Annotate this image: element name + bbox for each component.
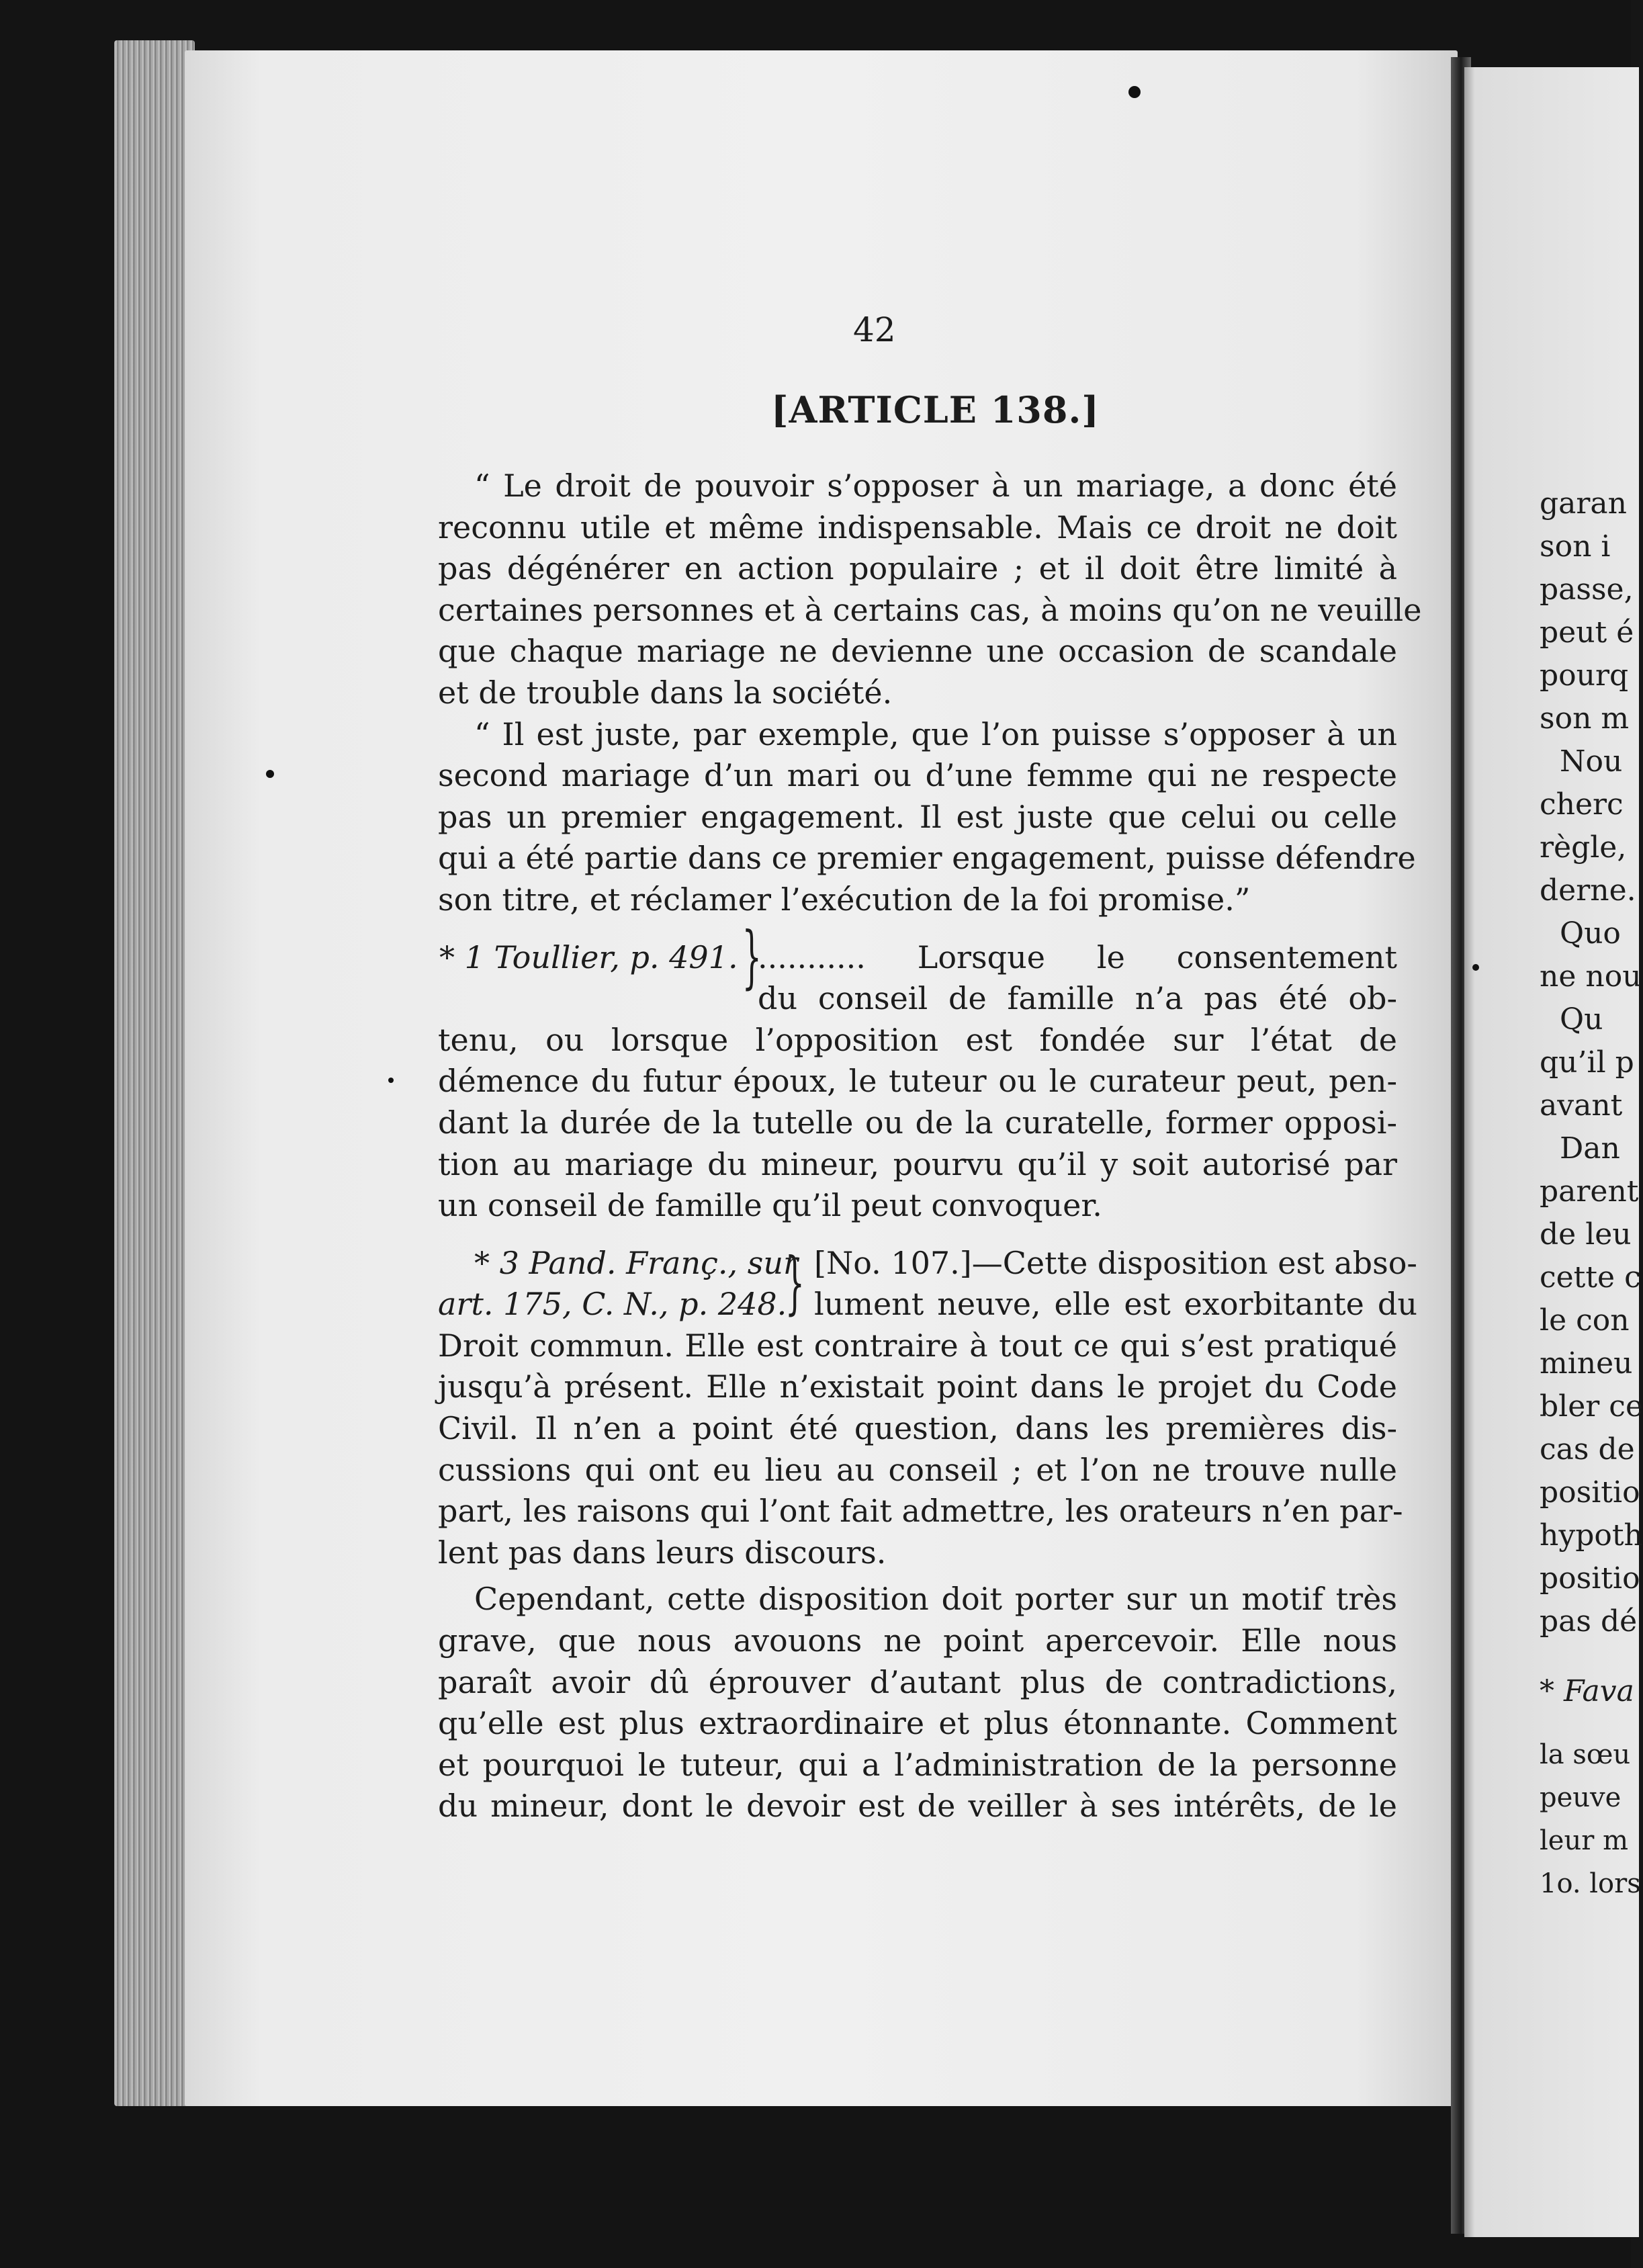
text-line: dant la durée de la tutelle ou de la curatelle, former opposi-	[438, 1104, 1397, 1141]
text-line: certaines personnes et à certains cas, à moins qu’on ne veuille	[438, 591, 1422, 628]
text-line: [No. 107.]—Cette disposition est abso-	[814, 1244, 1417, 1281]
text-fragment: garan	[1540, 486, 1628, 521]
brace-glyph: }	[742, 916, 762, 996]
text-line: qu’elle est plus extraordinaire et plus étonnante. Comment	[438, 1705, 1397, 1742]
ink-speck	[266, 770, 274, 778]
footnote-2-header	[438, 1242, 1417, 1325]
text-line: du mineur, dont le devoir est de veiller à ses intérêts, de le	[438, 1788, 1397, 1825]
text-fragment: Dan	[1560, 1131, 1620, 1166]
paragraph-3	[438, 1579, 1397, 1827]
footnote-1-reference	[438, 916, 762, 1020]
paragraph-1	[438, 466, 1422, 714]
text-line: que chaque mariage ne devienne une occasion de scandale	[438, 633, 1397, 670]
text-line: Civil. Il n’en a point été question, dans les premières dis-	[438, 1410, 1397, 1447]
footnote-1-header	[438, 916, 1397, 1020]
text-line: et pourquoi le tuteur, qui a l’administration de la personne	[438, 1746, 1397, 1783]
text-line: un conseil de famille qu’il peut convoquer.	[438, 1187, 1102, 1224]
text-fragment: bler ce	[1540, 1389, 1643, 1424]
text-fragment: peuve	[1540, 1782, 1622, 1813]
text-fragment: la sœu	[1540, 1739, 1631, 1770]
text-line: et de trouble dans la société.	[438, 674, 893, 711]
footnote-2-reference	[438, 1243, 814, 1325]
text-fragment: Quo	[1560, 916, 1621, 951]
text-line: tion au mariage du mineur, pourvu qu’il y soit autorisé par	[438, 1145, 1397, 1182]
text-line: reconnu utile et même indispensable. Mais ce droit ne doit	[438, 509, 1397, 546]
footnote-2	[438, 1242, 1417, 1574]
footnote-reference: * 3 Pand. Franç., sur	[474, 1244, 798, 1281]
text-line: du conseil de famille n’a pas été ob-	[758, 980, 1397, 1017]
text-line: démence du futur époux, le tuteur ou le curateur peut, pen-	[438, 1063, 1397, 1100]
text-line: “ Le droit de pouvoir s’opposer à un mariage, a donc été	[474, 468, 1397, 504]
text-fragment: passe,	[1540, 572, 1634, 607]
text-fragment: pourq	[1540, 658, 1629, 693]
text-fragment: Nou	[1560, 744, 1623, 779]
text-fragment: de leu	[1540, 1217, 1632, 1252]
page-stack-edge	[114, 40, 195, 2106]
spacer	[438, 1573, 1397, 1579]
footnote-reference: * 1 Toullier, p. 491.	[439, 939, 738, 975]
brace-glyph: }	[785, 1242, 805, 1323]
spacer	[438, 921, 1397, 937]
main-text-block	[438, 466, 1422, 1827]
text-fragment: derne.	[1540, 873, 1636, 908]
right-page-text	[1540, 482, 1643, 1905]
text-line: paraît avoir dû éprouver d’autant plus de contradictions,	[438, 1663, 1397, 1700]
text-fragment: pas dé	[1540, 1604, 1638, 1639]
spacer	[438, 1227, 1397, 1243]
paragraph-2	[438, 714, 1416, 921]
text-fragment: peut é	[1540, 615, 1634, 650]
text-fragment: cette c	[1540, 1260, 1641, 1295]
ink-speck	[1128, 86, 1141, 98]
text-line: jusqu’à présent. Elle n’existait point dans le projet du Code	[438, 1368, 1397, 1405]
text-fragment: hypoth	[1540, 1518, 1643, 1553]
text-fragment: * Fava	[1540, 1674, 1634, 1708]
text-fragment: son i	[1540, 529, 1611, 564]
text-line: tenu, ou lorsque l’opposition est fondée sur l’état de	[438, 1021, 1397, 1058]
ink-speck	[388, 1078, 394, 1083]
text-line: pas dégénérer en action populaire ; et il doit être limité à	[438, 550, 1397, 587]
text-line: “ Il est juste, par exemple, que l’on puisse s’opposer à un	[474, 715, 1397, 752]
right-page-text-clip	[1538, 470, 1643, 2069]
text-fragment: cas de	[1540, 1432, 1635, 1467]
footnote-reference: art. 175, C. N., p. 248.	[438, 1286, 787, 1323]
text-fragment: positio	[1540, 1561, 1640, 1596]
text-fragment: le con	[1540, 1303, 1630, 1338]
text-line: grave, que nous avouons ne point apercevoir. Elle nous	[438, 1622, 1397, 1659]
text-line: part, les raisons qui l’ont fait admettre, les orateurs n’en par-	[438, 1493, 1403, 1530]
text-fragment: ne nou	[1540, 959, 1642, 994]
text-line: second mariage d’un mari ou d’une femme qui ne respecte	[438, 757, 1397, 794]
text-line: son titre, et réclamer l’exécution de la foi promise.”	[438, 881, 1251, 918]
text-fragment: mineu	[1540, 1346, 1633, 1381]
text-line: ........... Lorsque le consentement	[758, 939, 1397, 975]
text-fragment: parent	[1540, 1174, 1639, 1209]
text-fragment: son m	[1540, 701, 1630, 736]
text-line: cussions qui ont eu lieu au conseil ; et l’on ne trouve nulle	[438, 1451, 1397, 1488]
text-fragment: avant	[1540, 1088, 1623, 1123]
text-line: lument neuve, elle est exorbitante du	[814, 1286, 1417, 1323]
text-fragment: cherc	[1540, 787, 1624, 822]
footnote-1	[438, 916, 1397, 1227]
text-fragment: positio	[1540, 1475, 1640, 1510]
ink-speck	[1472, 964, 1479, 971]
text-fragment: qu’il p	[1540, 1045, 1634, 1080]
text-line: lent pas dans leurs discours.	[438, 1534, 887, 1571]
article-heading: [ARTICLE 138.]	[771, 388, 1100, 431]
text-line: pas un premier engagement. Il est juste que celui ou celle	[438, 798, 1397, 835]
text-line: qui a été partie dans ce premier engagement, puisse défendre	[438, 840, 1416, 877]
text-fragment: leur m	[1540, 1825, 1628, 1856]
footnote-2-side-text	[814, 1243, 1417, 1325]
text-fragment: 1o. lors	[1540, 1868, 1641, 1899]
text-fragment: Qu	[1560, 1002, 1603, 1037]
text-line: Droit commun. Elle est contraire à tout ce qui s’est pratiqué	[438, 1327, 1397, 1364]
footnote-1-side-text	[758, 937, 1397, 1020]
text-fragment: règle,	[1540, 830, 1627, 865]
page-number: 42	[853, 310, 896, 349]
text-line: Cependant, cette disposition doit porter sur un motif très	[474, 1581, 1397, 1618]
